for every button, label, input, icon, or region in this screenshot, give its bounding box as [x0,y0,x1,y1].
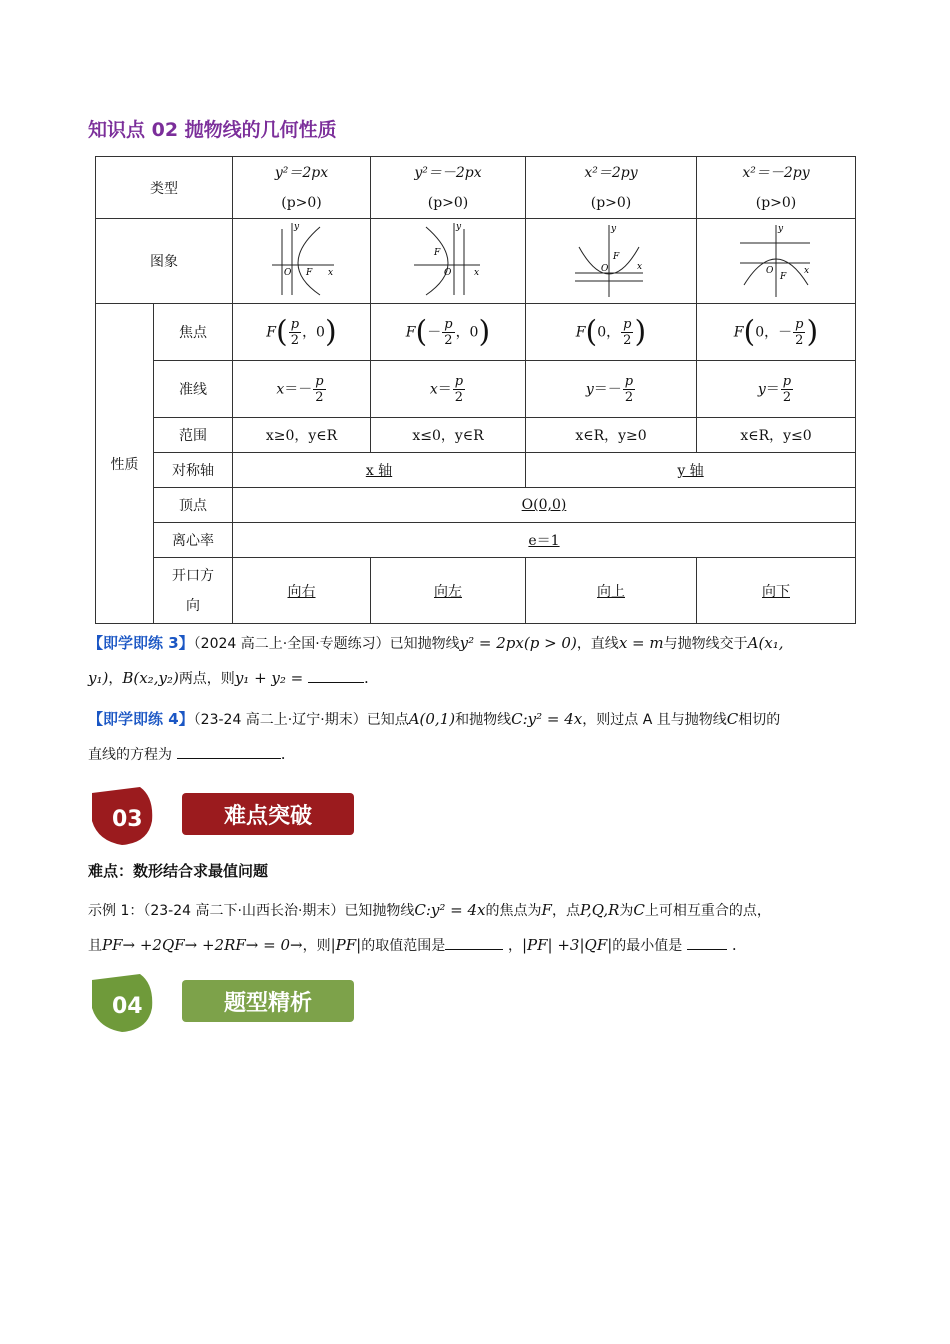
opening-cell: 向左 [371,558,526,624]
eccentricity-value: e＝1 [233,523,856,558]
eccentricity-row [96,523,856,558]
badge-03-difficulty [88,785,360,847]
opening-cell: 向上 [526,558,697,624]
badge-number: 04 [112,994,143,1019]
type-row [96,157,856,219]
answer-blank[interactable] [308,666,364,683]
badge-label: 难点突破 [223,804,313,829]
answer-blank[interactable] [687,933,727,950]
svg-text:x: x [804,266,810,276]
type-cell: x²＝2py (p>0) [526,157,697,219]
badge-04-question-types [88,972,360,1034]
symmetry-x: x 轴 [233,453,526,488]
svg-text:O: O [444,268,452,278]
directrix-cell: y＝－ $\frac{p}{2}$ [526,361,697,418]
parabola-properties-table [95,156,856,624]
symmetry-label: 对称轴 [154,453,233,488]
vertex-row [96,488,856,523]
opening-label: 开口方 向 [154,558,233,624]
graph-label: 图象 [96,219,233,304]
focus-cell: F(0，－ $\frac{p}{2}$ ) [697,304,856,361]
svg-text:O: O [283,268,291,278]
range-cell: x∈R，y≥0 [526,418,697,453]
focus-cell: F(－ $\frac{p}{2}$ ，0) [371,304,526,361]
type-label: 类型 [96,157,233,219]
graph-row [96,219,856,304]
difficulty-title: 难点：数形结合求最值问题 [88,862,269,880]
properties-group-label: 性质 [96,304,154,624]
directrix-cell: x＝ $\frac{p}{2}$ [371,361,526,418]
range-label: 范围 [154,418,233,453]
symmetry-y: y 轴 [526,453,856,488]
svg-text:x: x [474,268,480,278]
svg-text:O: O [601,264,609,274]
focus-row [96,304,856,361]
range-cell: x∈R，y≤0 [697,418,856,453]
opening-row [96,558,856,624]
parabola-down-graph [736,219,816,299]
symmetry-row [96,453,856,488]
svg-text:F: F [434,248,441,258]
graph-cell [697,219,856,304]
type-cell: y²＝2px (p>0) [233,157,371,219]
focus-label: 焦点 [154,304,233,361]
exercise-3: 【即学即练 3】（2024 高二上·全国·专题练习）已知抛物线y² = 2px(p > 0)，直线x = m与抛物线交于A(x₁, y₁)，B(x₂,y₂)两点，则y₁ + y₂ = . [88,634,784,687]
svg-text:F: F [780,272,787,282]
svg-text:y: y [778,224,784,234]
directrix-label: 准线 [154,361,233,418]
eccentricity-label: 离心率 [154,523,233,558]
directrix-row [96,361,856,418]
opening-cell: 向下 [697,558,856,624]
range-cell: x≥0，y∈R [233,418,371,453]
type-cell: y²＝－2px (p>0) [371,157,526,219]
svg-text:y: y [293,222,299,232]
exercise-4: 【即学即练 4】（23-24 高二上·辽宁·期末）已知点A(0,1)和抛物线C:y² = 4x，则过点 A 且与抛物线C相切的 直线的方程为 . [88,710,781,763]
graph-cell [233,219,371,304]
example-1: 示例 1：（23-24 高二下·山西长治·期末）已知抛物线C:y² = 4x的焦点为F，点P,Q,R为C上可相互重合的点， 且PF→ +2QF→ +2RF→ = 0→，则|PF|的取值范围是 ，|PF| +3|QF|的最小值是 . [88,901,771,954]
badge-label: 题型精析 [223,991,313,1016]
opening-cell: 向右 [233,558,371,624]
parabola-right-graph [262,219,342,299]
directrix-cell: y＝ $\frac{p}{2}$ [697,361,856,418]
vertex-value: O(0,0) [233,488,856,523]
focus-cell: F(0， $\frac{p}{2}$ ) [526,304,697,361]
graph-cell [526,219,697,304]
range-row [96,418,856,453]
section-title: 知识点 02 抛物线的几何性质 [88,119,337,141]
answer-blank[interactable] [445,933,503,950]
svg-text:F: F [305,268,312,278]
svg-text:O: O [766,266,774,276]
svg-text:y: y [611,224,617,234]
type-cell: x²＝－2py (p>0) [697,157,856,219]
directrix-cell: x＝－ $\frac{p}{2}$ [233,361,371,418]
parabola-up-graph [571,219,651,299]
badge-number: 03 [112,807,143,832]
range-cell: x≤0，y∈R [371,418,526,453]
graph-cell [371,219,526,304]
svg-text:x: x [327,268,333,278]
svg-text:F: F [613,252,620,262]
parabola-left-graph [408,219,488,299]
focus-cell: F( $\frac{p}{2}$ ，0) [233,304,371,361]
svg-text:x: x [637,262,643,272]
vertex-label: 顶点 [154,488,233,523]
answer-blank[interactable] [177,742,281,759]
svg-text:y: y [456,222,462,232]
